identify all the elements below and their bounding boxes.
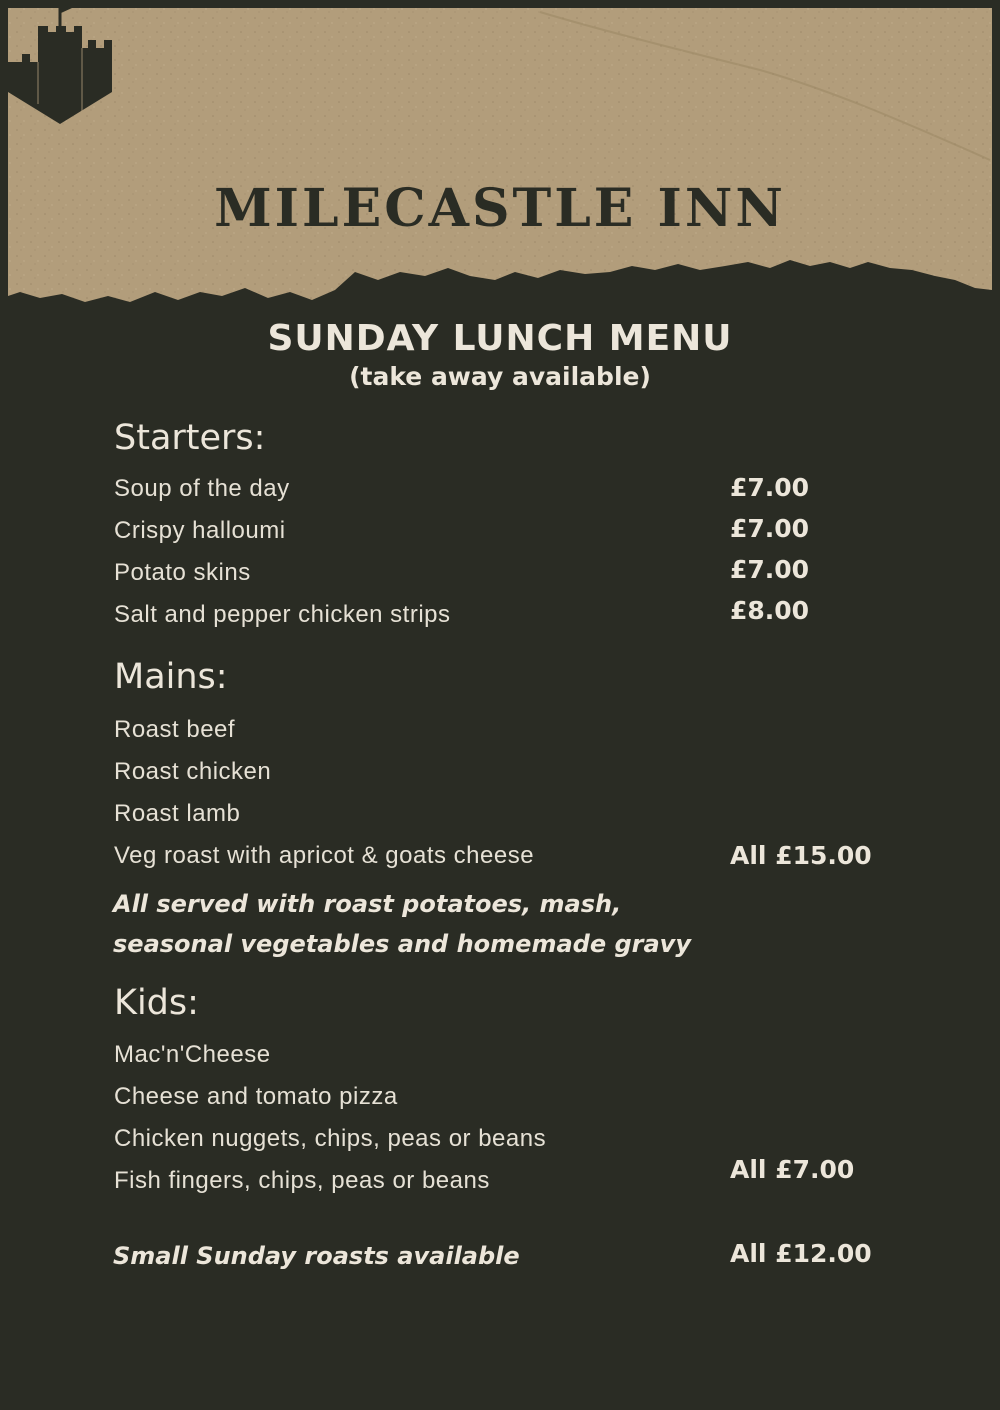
- menu-item: Potato skins: [114, 559, 251, 586]
- paper-header: [0, 0, 1000, 320]
- section-heading-kids: Kids:: [114, 983, 199, 1023]
- menu-item-price: £7.00: [730, 555, 810, 584]
- menu-item: Salt and pepper chicken strips: [114, 601, 451, 628]
- menu-item: Cheese and tomato pizza: [114, 1083, 398, 1110]
- menu-item: Veg roast with apricot & goats cheese: [114, 842, 535, 869]
- menu-item-price: £7.00: [730, 514, 810, 543]
- small-roasts-note: Small Sunday roasts available: [113, 1242, 520, 1270]
- menu-item: Mac'n'Cheese: [114, 1041, 271, 1068]
- menu-item: Roast chicken: [114, 758, 272, 785]
- mains-note-line-1: All served with roast potatoes, mash,: [113, 890, 622, 918]
- menu-item: Roast beef: [114, 716, 236, 743]
- menu-title: SUNDAY LUNCH MENU: [267, 318, 733, 359]
- menu-item: Chicken nuggets, chips, peas or beans: [114, 1125, 547, 1152]
- castle-icon: [0, 0, 120, 130]
- menu-item-price: £8.00: [730, 596, 810, 625]
- menu-item: Fish fingers, chips, peas or beans: [114, 1167, 490, 1194]
- kids-price: All £7.00: [730, 1155, 855, 1184]
- menu-item: Soup of the day: [114, 475, 290, 502]
- menu-subtitle: (take away available): [349, 362, 651, 391]
- section-heading-mains: Mains:: [114, 657, 228, 697]
- mains-price: All £15.00: [730, 841, 872, 870]
- menu-item-price: £7.00: [730, 473, 810, 502]
- mains-note-line-2: seasonal vegetables and homemade gravy: [113, 930, 691, 958]
- small-roasts-price: All £12.00: [730, 1239, 872, 1268]
- brand-name: MILECASTLE INN: [214, 178, 786, 239]
- menu-item: Roast lamb: [114, 800, 241, 827]
- section-heading-starters: Starters:: [114, 418, 266, 458]
- torn-paper-background: [0, 0, 1000, 320]
- menu-item: Crispy halloumi: [114, 517, 286, 544]
